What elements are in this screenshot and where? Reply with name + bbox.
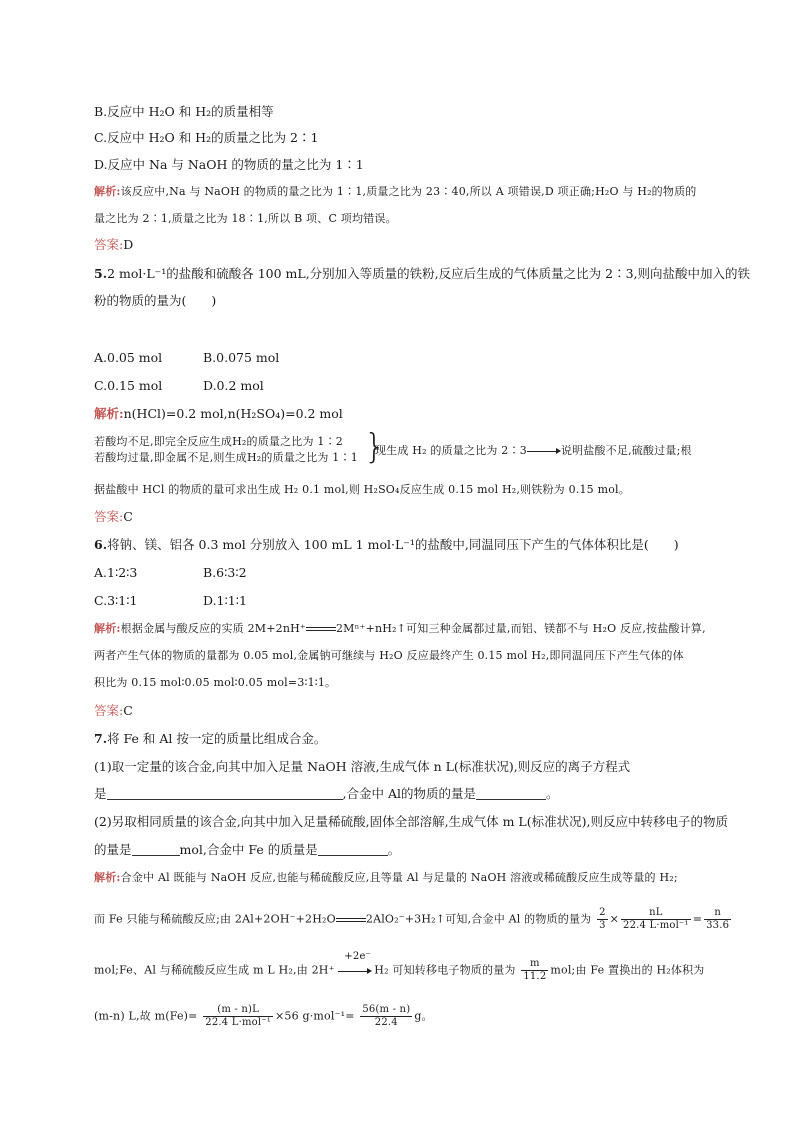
q4-analysis-line-1 xyxy=(94,184,696,200)
fraction: $\frac{2}{3}$ xyxy=(599,907,606,931)
question-text: 2 mol·L⁻¹的盐酸和硫酸各 100 mL,分别加入等质量的铁粉,反应后生成的气体质量之比为 2∶3,则向盐酸中加入的铁 xyxy=(107,266,751,281)
fill-text: 是 xyxy=(94,786,107,801)
answer-blank[interactable] xyxy=(132,843,180,856)
analysis-text: 2AlO₂⁻+3H₂↑可知,合金中 Al 的物质的量为 xyxy=(365,912,592,926)
answer-blank[interactable] xyxy=(107,787,343,800)
transfer-arrow xyxy=(338,950,374,979)
answer-blank[interactable] xyxy=(476,787,546,800)
q7-analysis-line-2: 而 Fe 只能与稀硫酸反应;由 2Al+2OH⁻+2H₂O 2AlO₂⁻+3H₂↑可知,合金中 Al 的物质的量为 $\frac{2}{3}$ × $\frac{nL}{\text{22.4 L·mol⁻¹}}$ = $\frac{n}{33.6}$ xyxy=(94,907,730,931)
q5-option-d: D.0.2 mol xyxy=(203,378,264,393)
analysis-text: (m-n) L,故 m(Fe)= xyxy=(94,1009,198,1023)
question-number: 6. xyxy=(94,537,108,552)
analysis-text: 该反应中,Na 与 NaOH 的物质的量之比为 1∶1,质量之比为 23∶40,所以 A 项错误,D 项正确;H₂O 与 H₂的物质的 xyxy=(120,185,697,198)
analysis-text: 2Mⁿ⁺+nH₂↑可知三种金属都过量,而铝、镁都不与 H₂O 反应,按盐酸计算, xyxy=(335,622,706,635)
q7-analysis-line-3 xyxy=(94,950,705,983)
q7-part-2-line-1: (2)另取相同质量的该合金,向其中加入足量稀硫酸,固体全部溶解,生成气体 m L(标准状况),则反应中转移电子的物质 xyxy=(94,814,728,829)
analysis-text: 而 Fe 只能与稀硫酸反应;由 2Al+2OH⁻+2H₂O xyxy=(94,912,336,926)
analysis-text: 根据金属与酸反应的实质 2M+2nH⁺ xyxy=(120,622,306,635)
answer-label: 答案: xyxy=(94,509,124,524)
equals-sign-icon xyxy=(336,917,366,923)
analysis-label: 解析: xyxy=(94,871,121,884)
fill-text: mol,合金中 Fe 的质量是 xyxy=(179,842,318,857)
analysis-text: ×56 g·mol⁻¹= xyxy=(274,1009,355,1023)
answer-blank[interactable] xyxy=(318,843,388,856)
q5-stem-line-1 xyxy=(94,266,750,282)
q5-option-a: A.0.05 mol xyxy=(94,350,163,365)
analysis-text: g。 xyxy=(414,1009,433,1023)
q6-option-b: B.6∶3∶2 xyxy=(203,565,247,580)
analysis-text: mol;Fe、Al 与稀硫酸反应生成 m L H₂,由 2H⁺ xyxy=(94,963,335,977)
equals-sign-icon xyxy=(306,626,336,632)
q7-part-1-line-2 xyxy=(94,786,559,802)
fill-text: 的量是 xyxy=(94,842,132,857)
option-d: D.反应中 Na 与 NaOH 的物质的量之比为 1∶1 xyxy=(94,157,364,172)
q7-analysis-line-4 xyxy=(94,1004,433,1029)
fill-text: 。 xyxy=(387,842,401,857)
q5-stem-line-2: 粉的物质的量为( ) xyxy=(94,293,217,308)
answer-label: 答案: xyxy=(94,237,124,252)
q6-analysis-line-2: 两者产生气体的物质的量都为 0.05 mol,金属钠可继续与 H₂O 反应最终产生 0.15 mol H₂,即同温同压下产生气体的体 xyxy=(94,649,684,662)
q5-option-b: B.0.075 mol xyxy=(203,350,280,365)
q5-analysis-line-3: 据盐酸中 HCl 的物质的量可求出生成 H₂ 0.1 mol,则 H₂SO₄反应生成 0.15 mol H₂,则铁粉为 0.15 mol。 xyxy=(94,483,630,496)
fill-text: ,合金中 Al的物质的量是 xyxy=(342,786,476,801)
q5-case-1: 若酸均不足,即完全反应生成H₂的质量之比为 1∶2 xyxy=(94,435,343,448)
q5-analysis-line-1 xyxy=(94,406,343,422)
answer-value: D xyxy=(123,237,134,252)
option-c: C.反应中 H₂O 和 H₂的质量之比为 2∶1 xyxy=(94,130,319,145)
q6-option-a: A.1∶2∶3 xyxy=(94,565,138,580)
brace-result: 说明盐酸不足,硫酸过量;根 xyxy=(560,444,692,457)
answer-label: 答案: xyxy=(94,703,124,718)
q4-analysis-line-2: 量之比为 2∶1,质量之比为 18∶1,所以 B 项、C 项均错误。 xyxy=(94,212,397,225)
analysis-text: n(HCl)=0.2 mol,n(H₂SO₄)=0.2 mol xyxy=(123,406,343,421)
analysis-text: H₂ 可知转移电子物质的量为 xyxy=(374,963,516,977)
q7-stem xyxy=(94,731,326,747)
arrow-icon xyxy=(338,966,372,976)
electron-label: +2e⁻ xyxy=(344,950,372,962)
analysis-label: 解析: xyxy=(94,622,121,635)
arrow-icon xyxy=(527,446,561,456)
question-text: 将 Fe 和 Al 按一定的质量比组成合金。 xyxy=(107,731,327,746)
analysis-label: 解析: xyxy=(94,406,124,421)
q6-analysis-line-1 xyxy=(94,621,706,637)
fraction: $\frac{56(m - n)}{22.4}$ xyxy=(362,1004,411,1028)
fraction: $\frac{nL}{\text{22.4 L·mol⁻¹}}$ xyxy=(623,907,689,931)
brace-text: 现生成 H₂ 的质量之比为 2∶3 xyxy=(375,444,527,457)
option-b: B.反应中 H₂O 和 H₂的质量相等 xyxy=(94,104,274,119)
q7-analysis-line-1 xyxy=(94,870,678,886)
question-number: 7. xyxy=(94,731,108,746)
q7-part-1-line-1: (1)取一定量的该合金,向其中加入足量 NaOH 溶液,生成气体 n L(标准状况),则反应的离子方程式 xyxy=(94,759,631,774)
q6-option-c: C.3∶1∶1 xyxy=(94,593,138,608)
q5-brace-conclusion xyxy=(375,443,692,459)
question-text: 将钠、镁、铝各 0.3 mol 分别放入 100 mL 1 mol·L⁻¹的盐酸中,同温同压下产生的气体体积比是( ) xyxy=(107,537,679,552)
q6-stem xyxy=(94,537,679,553)
question-number: 5. xyxy=(94,266,108,281)
brace-symbol: } xyxy=(364,427,386,467)
fill-text: 。 xyxy=(546,786,559,801)
fraction: $\frac{m}{11.2}$ xyxy=(523,958,547,982)
q6-answer xyxy=(94,703,133,719)
q5-answer xyxy=(94,509,133,525)
fraction: $\frac{(m - n)L}{\text{22.4 L·mol⁻¹}}$ xyxy=(205,1004,271,1028)
q6-option-d: D.1∶1∶1 xyxy=(203,593,247,608)
q5-case-2: 若酸均过量,即金属不足,则生成H₂的质量之比为 1∶1 xyxy=(94,451,358,464)
analysis-text: 合金中 Al 既能与 NaOH 反应,也能与稀硫酸反应,且等量 Al 与足量的 NaOH 溶液或稀硫酸反应生成等量的 H₂; xyxy=(120,871,678,884)
q6-analysis-line-3: 积比为 0.15 mol∶0.05 mol∶0.05 mol=3∶1∶1。 xyxy=(94,676,337,689)
fraction: $\frac{n}{33.6}$ xyxy=(706,907,730,931)
q5-option-c: C.0.15 mol xyxy=(94,378,163,393)
answer-value: C xyxy=(123,509,133,524)
q4-answer xyxy=(94,237,133,253)
analysis-text: mol;由 Fe 置换出的 H₂体积为 xyxy=(550,963,705,977)
answer-value: C xyxy=(123,703,133,718)
analysis-label: 解析: xyxy=(94,185,121,198)
q7-part-2-line-2 xyxy=(94,842,400,858)
